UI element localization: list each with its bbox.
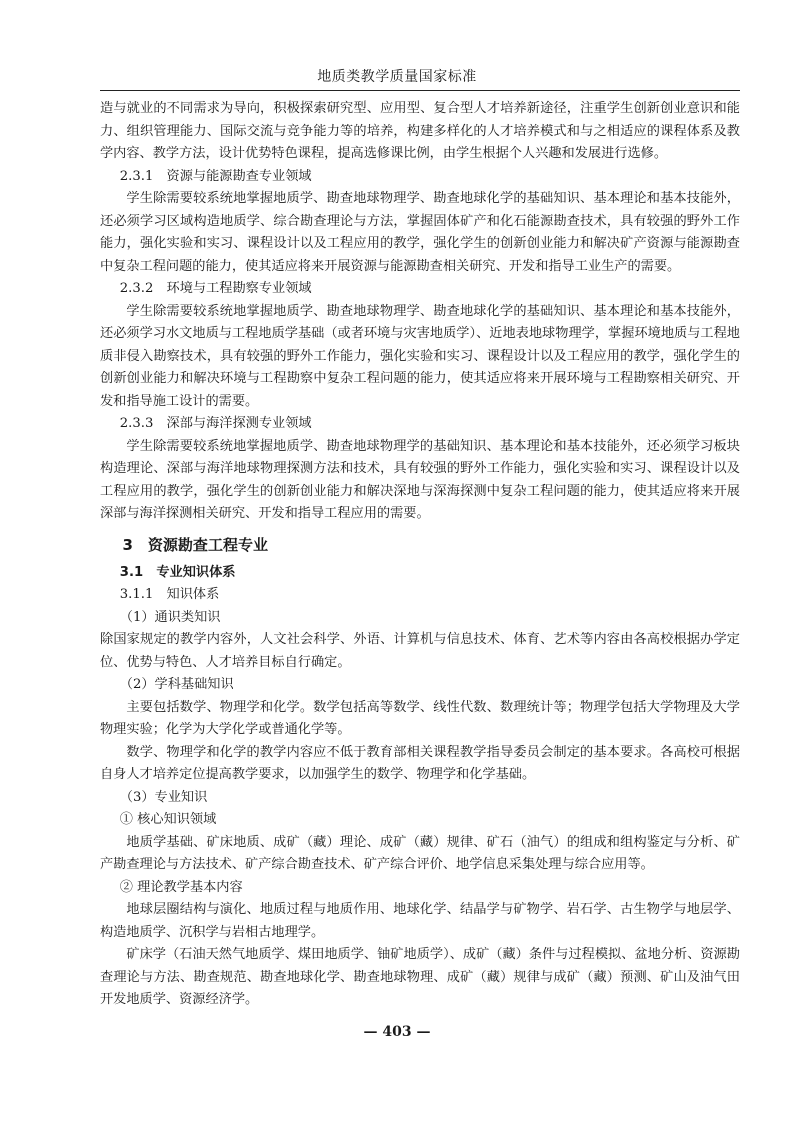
- paragraph: 造与就业的不同需求为导向，积极探索研究型、应用型、复合型人才培养新途径，注重学生创新创业意识和能力、组织管理能力、国际交流与竞争能力等的培养，构建多样化的人才培养模式和与之相适应的课程体系及教学内容、教学方法，设计优势特色课程，提高选修课比例，由学生根据个人兴趣和发展进行选修。: [100, 101, 740, 161]
- item-heading: 3.1.1 知识体系: [119, 587, 220, 602]
- paragraph: 除国家规定的教学内容外，人文社会科学、外语、计算机与信息技术、体育、艺术等内容由各高校根据办学定位、优势与特色、人才培养目标自行确定。: [100, 632, 740, 670]
- header-rule: [100, 90, 740, 91]
- paragraph: 学生除需要较系统地掌握地质学、勘查地球物理学的基础知识、基本理论和基本技能外，还必须学习板块构造理论、深部与海洋地球物理探测方法和技术，具有较强的野外工作能力，强化实验和实习、课程设计以及工程应用的教学，强化学生的创新创业能力和解决深地与深海探测中复杂工程问题的能力，使其适应将来开展深部与海洋探测相关研究、开发和指导工程应用的需要。: [100, 438, 740, 521]
- subsection-heading: 3.1 专业知识体系: [119, 564, 236, 580]
- running-header: 地质类教学质量国家标准: [317, 69, 477, 85]
- body-text: [100, 98, 740, 1012]
- paragraph: 地质学基础、矿床地质、成矿（藏）理论、成矿（藏）规律、矿石（油气）的组成和组构鉴定与分析、矿产勘查理论与方法技术、矿产综合勘查技术、矿产综合评价、地学信息采集处理与综合应用等。: [100, 834, 740, 872]
- item-heading: （3）专业知识: [119, 789, 208, 805]
- subsubsection-heading: 2.3.3 深部与海洋探测专业领域: [119, 416, 312, 431]
- paragraph: 学生除需要较系统地掌握地质学、勘查地球物理学、勘查地球化学的基础知识、基本理论和基本技能外，还必须学习水文地质与工程地质学基础（或者环境与灾害地质学）、近地表地球物理学，掌握环境地质与工程地质非侵入勘察技术，具有较强的野外工作能力，强化实验和实习、课程设计以及工程应用的教学，强化学生的创新创业能力和解决环境与工程勘察中复杂工程问题的能力，使其适应将来开展环境与工程勘察相关研究、开发和指导施工设计的需要。: [100, 303, 740, 409]
- item-heading: （1）通识类知识: [119, 609, 221, 625]
- section-heading: 3 资源勘查工程专业: [122, 535, 268, 554]
- subsubsection-heading: 2.3.1 资源与能源勘查专业领域: [119, 168, 312, 184]
- paragraph: 主要包括数学、物理学和化学。数学包括高等数学、线性代数、数理统计等；物理学包括大学物理及大学物理实验；化学为大学化学或普通化学等。: [100, 699, 740, 737]
- paragraph: 学生除需要较系统地掌握地质学、勘查地球物理学、勘查地球化学的基础知识、基本理论和基本技能外，还必须学习区域构造地质学、综合勘查理论与方法，掌握固体矿产和化石能源勘查技术，具有较强的野外工作能力，强化实验和实习、课程设计以及工程应用的教学，强化学生的创新创业能力和解决矿产资源与能源勘查中复杂工程问题的能力，使其适应将来开展资源与能源勘查相关研究、开发和指导工业生产的需要。: [100, 191, 740, 274]
- subsubsection-heading: 2.3.2 环境与工程勘察专业领域: [119, 281, 312, 296]
- paragraph: 数学、物理学和化学的教学内容应不低于教育部相关课程教学指导委员会制定的基本要求。各高校可根据自身人才培养定位提高教学要求，以加强学生的数学、物理学和化学基础。: [100, 744, 740, 782]
- page-number: — 403 —: [363, 1024, 431, 1040]
- item-heading: ① 核心知识领域: [119, 812, 217, 827]
- paragraph: 地球层圈结构与演化、地质过程与地质作用、地球化学、结晶学与矿物学、岩石学、古生物学与地层学、构造地质学、沉积学与岩相古地理学。: [100, 902, 740, 940]
- item-heading: （2）学科基础知识: [119, 677, 234, 692]
- paragraph: 矿床学（石油天然气地质学、煤田地质学、铀矿地质学）、成矿（藏）条件与过程模拟、盆地分析、资源勘查理论与方法、勘查规范、勘查地球化学、勘查地球物理、成矿（藏）规律与成矿（藏）预测、矿山及油气田开发地质学、资源经济学。: [100, 947, 740, 1007]
- item-heading: ② 理论教学基本内容: [119, 879, 243, 895]
